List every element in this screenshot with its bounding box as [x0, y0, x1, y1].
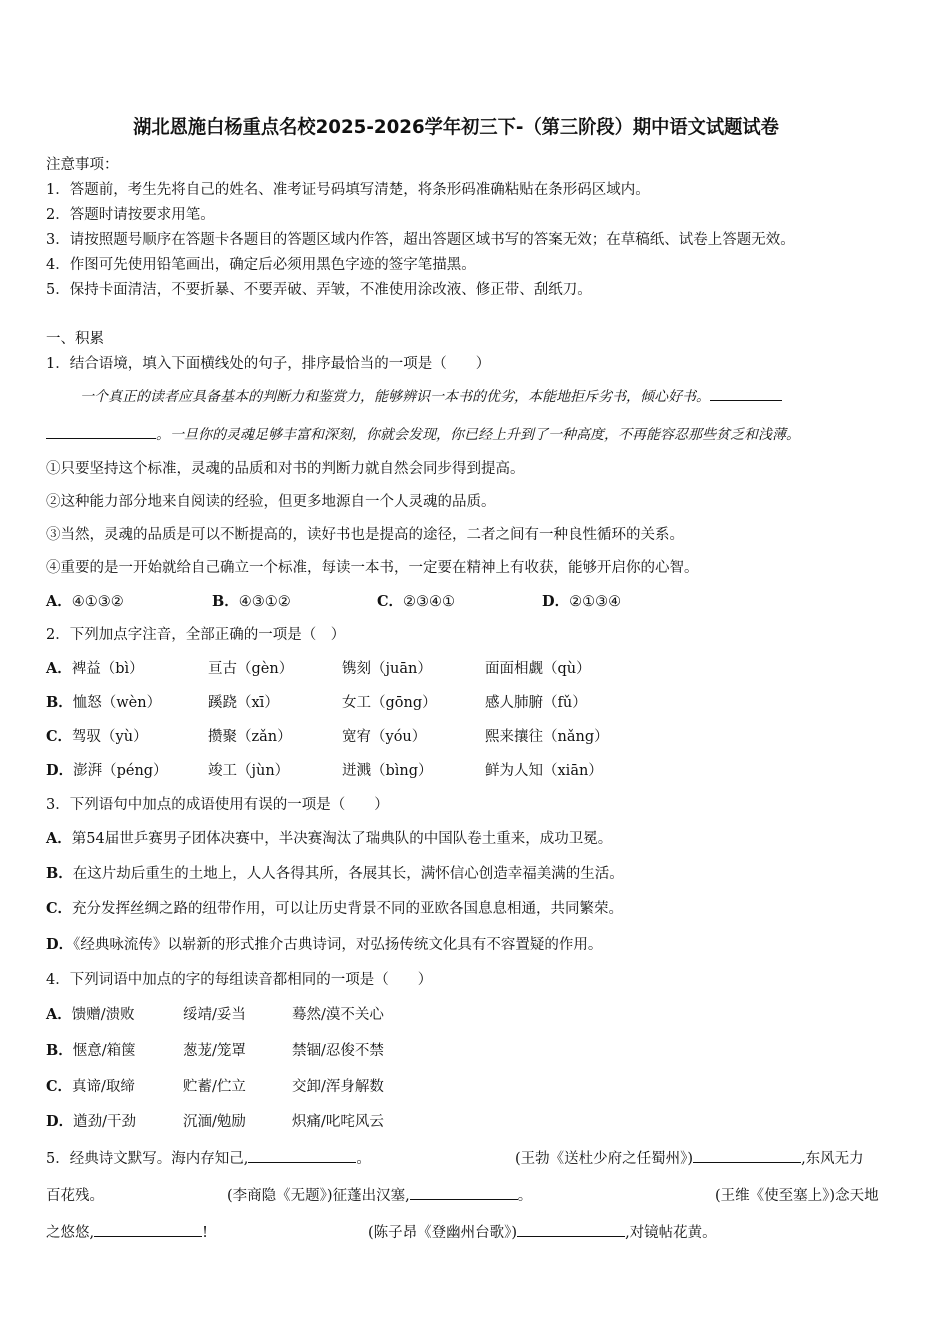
option-key: B．: [212, 593, 239, 610]
answer-blank[interactable]: [248, 1162, 356, 1163]
option-d[interactable]: [46, 933, 602, 954]
option-key: B．: [46, 865, 73, 882]
answer-blank[interactable]: [710, 400, 782, 401]
poem-text: ,东风无力: [801, 1151, 864, 1167]
option-cell: 感人肺腑（fǔ）: [485, 695, 587, 711]
option-cell: 攒聚（zǎn）: [208, 729, 292, 745]
question-stem: [46, 1147, 371, 1168]
option-key: B．: [46, 694, 73, 711]
option-key: D．: [46, 936, 74, 953]
option-cell: 炽痛/叱咤风云: [292, 1114, 384, 1130]
option-cell: 宽宥（yóu）: [342, 729, 427, 745]
option-a[interactable]: [46, 657, 144, 678]
poem-text: ,对镜帖花黄。: [625, 1225, 717, 1241]
poem-source: (王勃《送杜少府之任蜀州》): [515, 1151, 694, 1167]
passage-text: 。一旦你的灵魂足够丰富和深刻，你就会发现，你已经上升到了一种高度，不再能容忍那些贫乏和浅薄。: [156, 427, 800, 443]
sentence-item: ④重要的是一开始就给自己确立一个标准，每读一本书，一定要在精神上有收获，能够开启你的心智。: [46, 560, 699, 576]
option-key: C．: [46, 900, 73, 917]
question-stem: 1．结合语境，填入下面横线处的句子，排序最恰当的一项是（ ）: [46, 356, 491, 372]
option-cell: 澎湃（péng）: [73, 763, 168, 779]
option-d[interactable]: [46, 759, 168, 780]
option-a[interactable]: [46, 590, 124, 611]
notice-item: 3．请按照题号顺序在答题卡各题目的答题区域内作答，超出答题区域书写的答案无效；在草稿纸、试卷上答题无效。: [46, 232, 795, 248]
option-cell: 遒劲/干劲: [73, 1114, 136, 1130]
option-key: B．: [46, 1042, 73, 1059]
option-text: 在这片劫后重生的土地上，人人各得其所，各展其长，满怀信心创造幸福美满的生活。: [72, 866, 624, 882]
option-a[interactable]: [46, 1003, 135, 1024]
option-cell: 绥靖/妥当: [183, 1007, 246, 1023]
option-key: D．: [542, 593, 570, 610]
option-cell: 竣工（jùn）: [208, 763, 290, 779]
option-cell: 驾驭（yù）: [72, 729, 148, 745]
option-key: C．: [46, 728, 73, 745]
option-key: C．: [377, 593, 404, 610]
notice-item: 1．答题前，考生先将自己的姓名、准考证号码填写清楚，将条形码准确粘贴在条形码区域内。: [46, 182, 650, 198]
answer-blank[interactable]: [46, 438, 156, 439]
option-key: D．: [46, 1113, 74, 1130]
poem-source: (王维《使至塞上》)念天地: [715, 1188, 879, 1204]
option-b[interactable]: [46, 691, 161, 712]
option-cell: 亘古（gèn）: [208, 661, 294, 677]
poem-line: [46, 1221, 208, 1242]
answer-blank[interactable]: [517, 1236, 625, 1237]
section-heading: 一、积累: [46, 331, 104, 347]
question-stem: 4．下列词语中加点的字的每组读音都相同的一项是（ ）: [46, 972, 433, 988]
option-cell: 迸溅（bìng）: [342, 763, 433, 779]
option-cell: 贮蓄/伫立: [183, 1079, 246, 1095]
answer-blank[interactable]: [410, 1199, 518, 1200]
poem-source: (李商隐《无题》)征蓬出汉塞,: [227, 1188, 410, 1204]
poem-line: [515, 1147, 864, 1168]
sentence-item: ①只要坚持这个标准，灵魂的品质和对书的判断力就自然会同步得到提高。: [46, 461, 525, 477]
option-cell: 禁锢/忍俊不禁: [292, 1043, 384, 1059]
option-cell: 女工（gōng）: [342, 695, 437, 711]
option-cell: 面面相觑（qù）: [485, 661, 591, 677]
poem-text: 百花残。: [46, 1188, 104, 1204]
sentence-item: ②这种能力部分地来自阅读的经验，但更多地源自一个人灵魂的品质。: [46, 494, 496, 510]
option-text: 《经典咏流传》以崭新的形式推介古典诗词，对弘扬传统文化具有不容置疑的作用。: [73, 937, 603, 953]
option-text: 充分发挥丝绸之路的纽带作用，可以让历史背景不同的亚欧各国息息相通，共同繁荣。: [72, 901, 624, 917]
option-cell: 镌刻（juān）: [342, 661, 432, 677]
option-c[interactable]: [46, 897, 623, 918]
poem-text: 之悠悠,: [46, 1225, 95, 1241]
option-cell: 鲜为人知（xiān）: [485, 763, 603, 779]
option-b[interactable]: [46, 862, 624, 883]
poem-text: 5．经典诗文默写。海内存知己,: [46, 1151, 249, 1167]
option-cell: 恤怒（wèn）: [72, 695, 162, 711]
option-c[interactable]: [46, 1075, 135, 1096]
option-b[interactable]: [46, 1039, 136, 1060]
option-c[interactable]: [46, 725, 148, 746]
option-cell: 交卸/浑身解数: [292, 1079, 384, 1095]
notice-item: 2．答题时请按要求用笔。: [46, 207, 215, 223]
passage-line: [80, 386, 782, 406]
poem-line: [227, 1184, 532, 1205]
option-text: ④①③②: [71, 594, 124, 610]
option-text: ②①③④: [569, 594, 622, 610]
option-key: C．: [46, 1078, 73, 1095]
notice-item: 4．作图可先使用铅笔画出，确定后必须用黑色字迹的签字笔描黑。: [46, 257, 476, 273]
option-text: 第54届世乒赛男子团体决赛中，半决赛淘汰了瑞典队的中国队卷土重来，成功卫冕。: [71, 831, 613, 847]
question-stem: 3．下列语句中加点的成语使用有误的一项是（ ）: [46, 797, 389, 813]
option-d[interactable]: [46, 1110, 136, 1131]
answer-blank[interactable]: [94, 1236, 202, 1237]
answer-blank[interactable]: [693, 1162, 801, 1163]
poem-source: (陈子昂《登幽州台歌》): [368, 1225, 518, 1241]
notice-heading: 注意事项：: [46, 157, 119, 173]
sentence-item: ③当然，灵魂的品质是可以不断提高的，读好书也是提高的途径，二者之间有一种良性循环的关系。: [46, 527, 684, 543]
option-text: ②③④①: [403, 594, 456, 610]
option-cell: 蹊跷（xī）: [208, 695, 279, 711]
option-cell: 惬意/箱箧: [72, 1043, 136, 1059]
option-d[interactable]: [542, 590, 621, 611]
option-cell: 裨益（bì）: [71, 661, 144, 677]
passage-text: 一个真正的读者应具备基本的判断力和鉴赏力，能够辨识一本书的优劣，本能地拒斥劣书，倾心好书。: [80, 389, 710, 405]
poem-text: 。: [517, 1188, 533, 1204]
option-key: A．: [46, 660, 72, 677]
page-title: 湖北恩施白杨重点名校2025-2026学年初三下-（第三阶段）期中语文试题试卷: [133, 116, 779, 138]
option-cell: 葱茏/笼罩: [183, 1043, 246, 1059]
poem-text: 。: [356, 1151, 371, 1167]
option-cell: 沉湎/勉励: [183, 1114, 246, 1130]
passage-line: [46, 424, 800, 444]
poem-line: [368, 1221, 717, 1242]
option-b[interactable]: [212, 590, 291, 611]
option-text: ④③①②: [238, 594, 291, 610]
option-cell: 熙来攘往（nǎng）: [485, 729, 609, 745]
poem-text: !: [202, 1225, 208, 1241]
question-stem: 2．下列加点字注音，全部正确的一项是（ ）: [46, 627, 346, 643]
option-cell: 蓦然/漠不关心: [292, 1007, 384, 1023]
option-key: A．: [46, 593, 72, 610]
option-cell: 真谛/取缔: [72, 1079, 135, 1095]
option-cell: 馈赠/溃败: [71, 1007, 135, 1023]
option-key: A．: [46, 1006, 72, 1023]
notice-item: 5．保持卡面清洁，不要折暴、不要弄破、弄皱，不准使用涂改液、修正带、刮纸刀。: [46, 282, 592, 298]
option-key: A．: [46, 830, 72, 847]
option-c[interactable]: [377, 590, 455, 611]
option-key: D．: [46, 762, 74, 779]
option-a[interactable]: [46, 827, 612, 848]
